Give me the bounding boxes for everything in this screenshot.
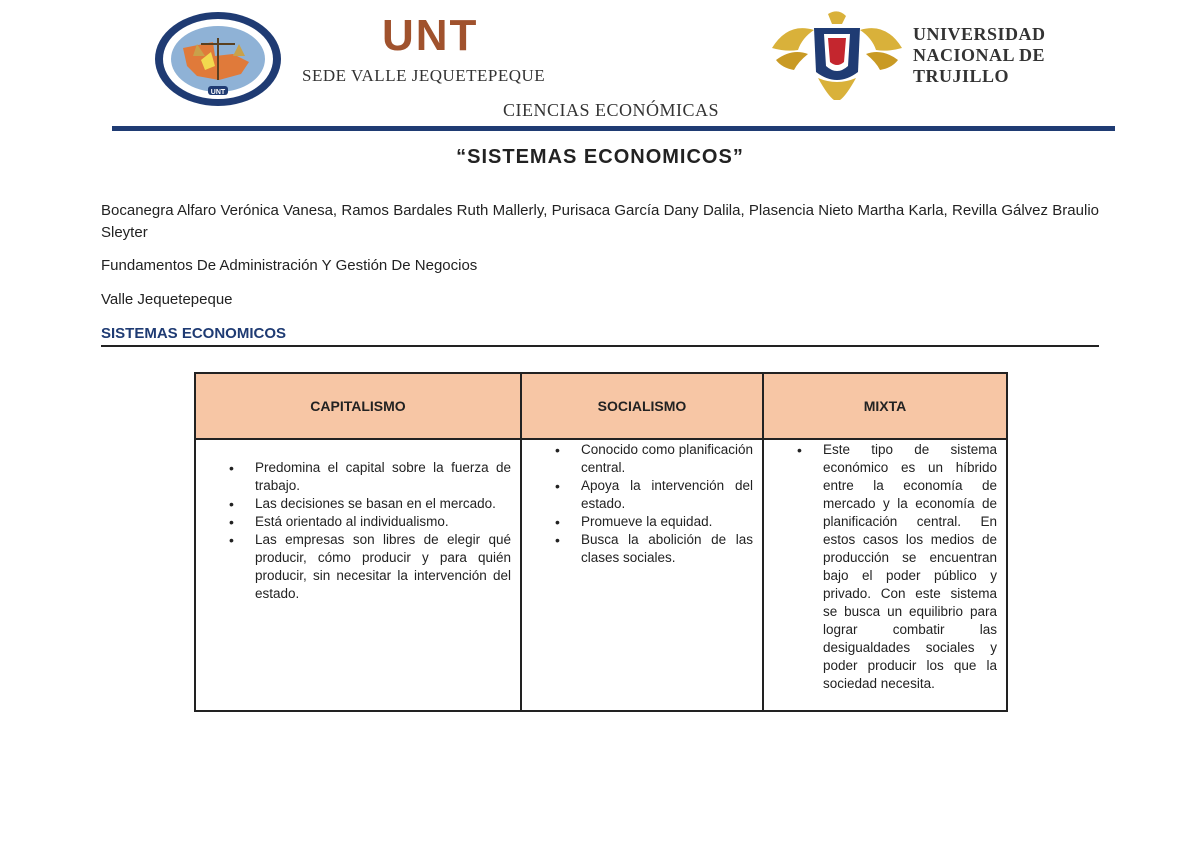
capitalismo-list	[255, 459, 511, 603]
column-header-socialismo: SOCIALISMO	[521, 373, 763, 439]
university-name-line2: NACIONAL DE	[913, 45, 1046, 65]
cell-mixta	[763, 439, 1007, 711]
sede-label: SEDE VALLE JEQUETEPEQUE	[302, 66, 546, 85]
document-title: “SISTEMAS ECONOMICOS”	[456, 146, 744, 168]
document-header	[0, 0, 1200, 140]
location-name: Valle Jequetepeque	[101, 291, 233, 308]
socialismo-list	[581, 441, 753, 567]
mixta-list	[823, 441, 997, 693]
faculty-label: CIENCIAS ECONÓMICAS	[503, 100, 720, 120]
table-header-row	[195, 373, 1007, 439]
unt-logo-text: UNT	[382, 11, 479, 60]
column-header-capitalismo: CAPITALISMO	[195, 373, 521, 439]
course-name: Fundamentos De Administración Y Gestión De Negocios	[101, 257, 478, 274]
university-eagle-logo	[768, 8, 906, 103]
university-name-line3: TRUJILLO	[913, 66, 1010, 86]
list-item: • Está orientado al individualismo.	[255, 513, 511, 531]
university-name-line1: UNIVERSIDAD	[913, 24, 1046, 44]
list-item: • Apoya la intervención del estado.	[581, 477, 753, 513]
economic-systems-table	[194, 372, 1008, 712]
header-divider	[112, 126, 1115, 131]
list-item: • Busca la abolición de las clases sociales.	[581, 531, 753, 567]
list-item: • Predomina el capital sobre la fuerza de trabajo.	[255, 459, 511, 495]
cell-capitalismo	[195, 439, 521, 711]
list-item: • Este tipo de sistema económico es un híbrido entre la economía de mercado y la economía de planificación central. En estos casos los medios de producción se encuentran bajo el poder público y privado. Con este sistema se busca un equilibrio para lograr combatir las desigualdades sociales y poder producir los que la sociedad necesita.	[823, 441, 997, 693]
cell-socialismo	[521, 439, 763, 711]
list-item: • Promueve la equidad.	[581, 513, 753, 531]
list-item: • Conocido como planificación central.	[581, 441, 753, 477]
faculty-seal-logo	[153, 10, 283, 108]
table-row	[195, 439, 1007, 711]
list-item: • Las decisiones se basan en el mercado.	[255, 495, 511, 513]
list-item: • Las empresas son libres de elegir qué producir, cómo producir y para quién producir, sin necesitar la intervención del estado.	[255, 531, 511, 603]
seal-text: UNT	[210, 89, 226, 96]
university-name	[913, 24, 1046, 87]
section-heading: SISTEMAS ECONOMICOS	[101, 325, 1099, 347]
authors-paragraph: Bocanegra Alfaro Verónica Vanesa, Ramos Bardales Ruth Mallerly, Purisaca García Dany Dalila, Plasencia Nieto Martha Karla, Revilla Gálvez Braulio Sleyter	[101, 202, 1099, 241]
column-header-mixta: MIXTA	[763, 373, 1007, 439]
